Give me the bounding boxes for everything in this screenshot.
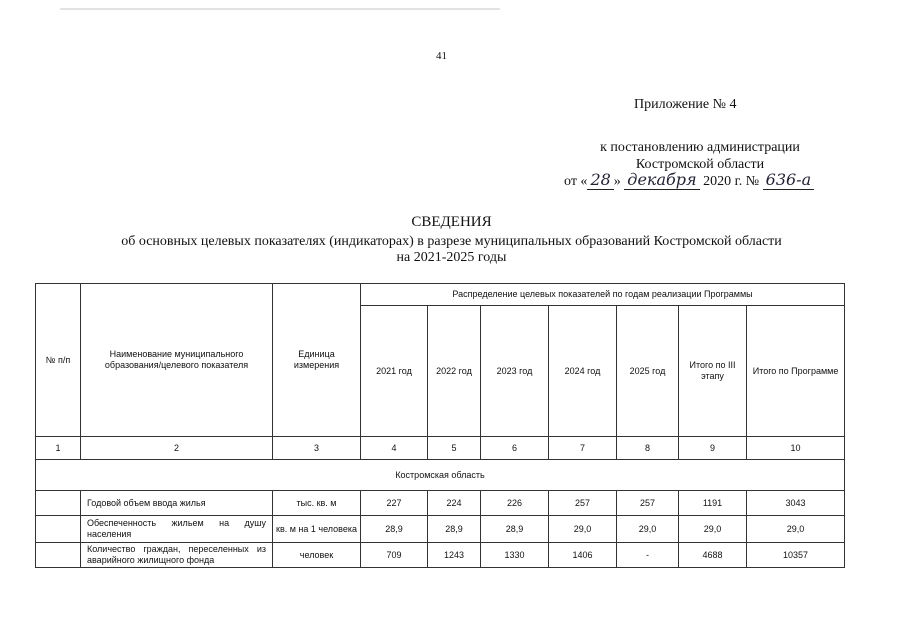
value-2023: 28,9 <box>481 516 549 543</box>
header-num: № п/п <box>36 284 81 437</box>
doc-period: на 2021-2025 годы <box>396 250 507 265</box>
col-number: 6 <box>481 437 549 460</box>
table-row <box>36 543 845 568</box>
handwritten-day: 28 <box>587 170 613 190</box>
indicators-table <box>35 283 845 568</box>
header-2025: 2025 год <box>617 306 679 437</box>
table-row <box>36 491 845 516</box>
header-2022: 2022 год <box>428 306 481 437</box>
header-2021: 2021 год <box>361 306 428 437</box>
decree-line-2: Костромской области <box>635 157 765 172</box>
header-2023: 2023 год <box>481 306 549 437</box>
header-2024: 2024 год <box>549 306 617 437</box>
handwritten-month: декабря <box>624 170 699 190</box>
value-2021: 227 <box>361 491 428 516</box>
col-number: 1 <box>36 437 81 460</box>
col-number: 5 <box>428 437 481 460</box>
indicator-unit: тыс. кв. м <box>273 491 361 516</box>
table-row <box>36 516 845 543</box>
value-2024: 1406 <box>549 543 617 568</box>
decree-line-1: к постановлению администрации <box>600 140 800 155</box>
header-unit: Единица измерения <box>273 284 361 437</box>
value-2022: 224 <box>428 491 481 516</box>
scan-artifact <box>60 8 500 10</box>
row-num-cell <box>36 543 81 568</box>
col-number: 10 <box>747 437 845 460</box>
col-number: 4 <box>361 437 428 460</box>
indicator-name: Годовой объем ввода жилья <box>81 491 273 516</box>
indicator-unit: кв. м на 1 человека <box>273 516 361 543</box>
header-total: Итого по Программе <box>747 306 845 437</box>
date-prefix: от « <box>564 174 588 189</box>
value-2025: 29,0 <box>617 516 679 543</box>
value-2022: 28,9 <box>428 516 481 543</box>
col-number: 9 <box>679 437 747 460</box>
value-2022: 1243 <box>428 543 481 568</box>
header-distribution: Распределение целевых показателей по годам реализации Программы <box>361 284 845 306</box>
value-2024: 29,0 <box>549 516 617 543</box>
column-number-row <box>36 437 845 460</box>
doc-heading: СВЕДЕНИЯ <box>411 214 492 230</box>
header-name: Наименование муниципального образования/целевого показателя <box>81 284 273 437</box>
value-stage3: 1191 <box>679 491 747 516</box>
decree-date-line <box>564 170 814 190</box>
value-2025: 257 <box>617 491 679 516</box>
indicator-name: Обеспеченность жильем на душу населения <box>81 516 273 543</box>
row-num-cell <box>36 491 81 516</box>
col-number: 3 <box>273 437 361 460</box>
value-2024: 257 <box>549 491 617 516</box>
date-mid: » <box>613 174 621 189</box>
value-2025: - <box>617 543 679 568</box>
value-stage3: 4688 <box>679 543 747 568</box>
col-number: 7 <box>549 437 617 460</box>
value-2021: 28,9 <box>361 516 428 543</box>
region-name: Костромская область <box>36 460 845 491</box>
indicator-unit: человек <box>273 543 361 568</box>
value-2021: 709 <box>361 543 428 568</box>
value-2023: 226 <box>481 491 549 516</box>
handwritten-number: 636-а <box>763 170 814 190</box>
value-stage3: 29,0 <box>679 516 747 543</box>
header-stage3: Итого по III этапу <box>679 306 747 437</box>
value-total: 10357 <box>747 543 845 568</box>
value-2023: 1330 <box>481 543 549 568</box>
page-number: 41 <box>436 50 447 62</box>
col-number: 8 <box>617 437 679 460</box>
value-total: 3043 <box>747 491 845 516</box>
indicator-name: Количество граждан, переселенных из аварийного жилищного фонда <box>81 543 273 568</box>
appendix-label: Приложение № 4 <box>634 97 737 112</box>
row-num-cell <box>36 516 81 543</box>
date-year: 2020 г. № <box>703 174 760 189</box>
value-total: 29,0 <box>747 516 845 543</box>
doc-subtitle: об основных целевых показателях (индикаторах) в разрезе муниципальных образований Костромской области <box>121 234 782 249</box>
col-number: 2 <box>81 437 273 460</box>
